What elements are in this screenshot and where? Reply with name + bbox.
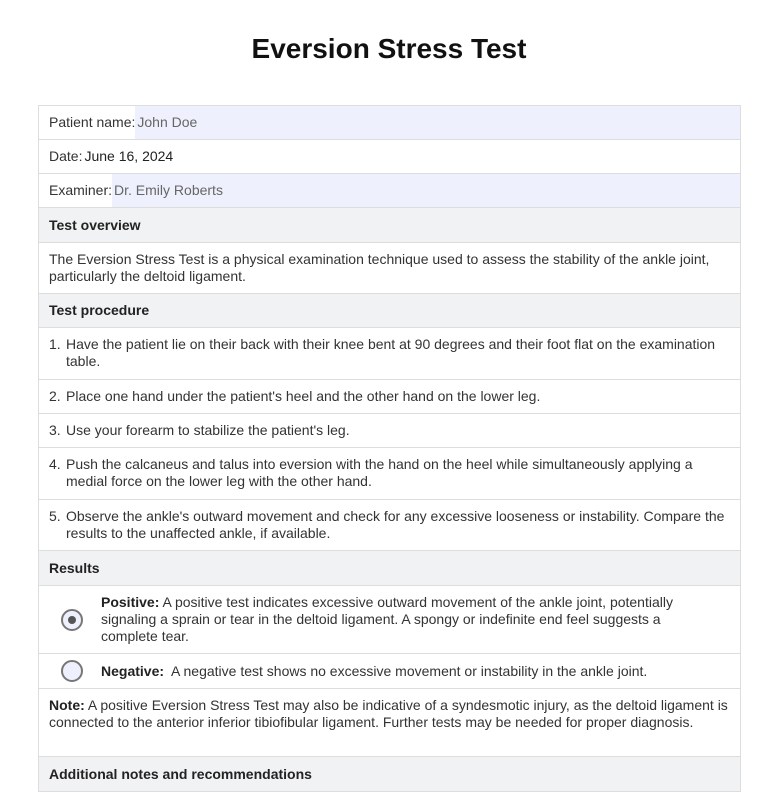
- patient-name-label: Patient name:: [49, 114, 136, 130]
- section-heading-procedure: Test procedure: [39, 294, 740, 328]
- patient-name-row: [39, 106, 740, 140]
- step-number: 4.: [49, 456, 61, 472]
- page-title: Eversion Stress Test: [251, 33, 527, 64]
- step-number: 2.: [49, 388, 61, 404]
- section-heading-additional: Additional notes and recommendations: [39, 757, 740, 792]
- step-number: 1.: [49, 336, 61, 352]
- step-number: 5.: [49, 508, 61, 524]
- examiner-label: Examiner:: [49, 182, 113, 198]
- step-text: Use your forearm to stabilize the patient's leg.: [66, 422, 350, 438]
- date-value: June 16, 2024: [84, 148, 174, 164]
- option-label: Positive:: [101, 594, 160, 610]
- note-label: Note:: [49, 697, 85, 713]
- date-row: [39, 140, 740, 174]
- step-text: Push the calcaneus and talus into eversion with the hand on the heel while simultaneously applying a medial force on the lower leg with the other hand.: [66, 456, 693, 489]
- procedure-step: [39, 448, 740, 500]
- option-label: Negative:: [101, 662, 165, 679]
- overview-text: The Eversion Stress Test is a physical examination technique used to assess the stability of the ankle joint, particularly the deltoid ligament.: [39, 243, 740, 294]
- step-text: Place one hand under the patient's heel and the other hand on the lower leg.: [66, 388, 541, 404]
- option-text: A negative test shows no excessive movement or instability in the ankle joint.: [171, 662, 648, 679]
- section-heading-overview: Test overview: [39, 208, 740, 243]
- result-option-negative[interactable]: [39, 654, 740, 689]
- section-heading-results: Results: [39, 551, 740, 586]
- radio-selected-icon[interactable]: [61, 609, 83, 631]
- procedure-step: [39, 328, 740, 380]
- examiner-input[interactable]: Dr. Emily Roberts: [112, 174, 740, 207]
- examiner-row: [39, 174, 740, 208]
- patient-name-input[interactable]: John Doe: [135, 106, 740, 139]
- step-number: 3.: [49, 422, 61, 438]
- step-text: Have the patient lie on their back with their knee bent at 90 degrees and their foot flat on the examination table.: [66, 336, 716, 369]
- option-text: A positive test indicates excessive outward movement of the ankle joint, potentially signaling a sprain or tear in the deltoid ligament. A spongy or indefinite end feel suggests a complete tear.: [101, 594, 673, 644]
- note-text: A positive Eversion Stress Test may also be indicative of a syndesmotic injury, as the deltoid ligament is connected to the anterior inferior tibiofibular ligament. Further tests may be needed for proper diagnosis.: [49, 697, 728, 730]
- date-label: Date:: [49, 148, 83, 164]
- radio-unselected-icon[interactable]: [61, 660, 83, 682]
- results-note: [39, 689, 740, 757]
- result-option-positive[interactable]: [39, 586, 740, 654]
- step-text: Observe the ankle's outward movement and check for any excessive looseness or instability. Compare the results to the unaffected ankle, if available.: [66, 508, 725, 541]
- procedure-step: [39, 500, 740, 551]
- test-form: [38, 105, 741, 792]
- procedure-step: [39, 380, 740, 414]
- procedure-step: [39, 414, 740, 448]
